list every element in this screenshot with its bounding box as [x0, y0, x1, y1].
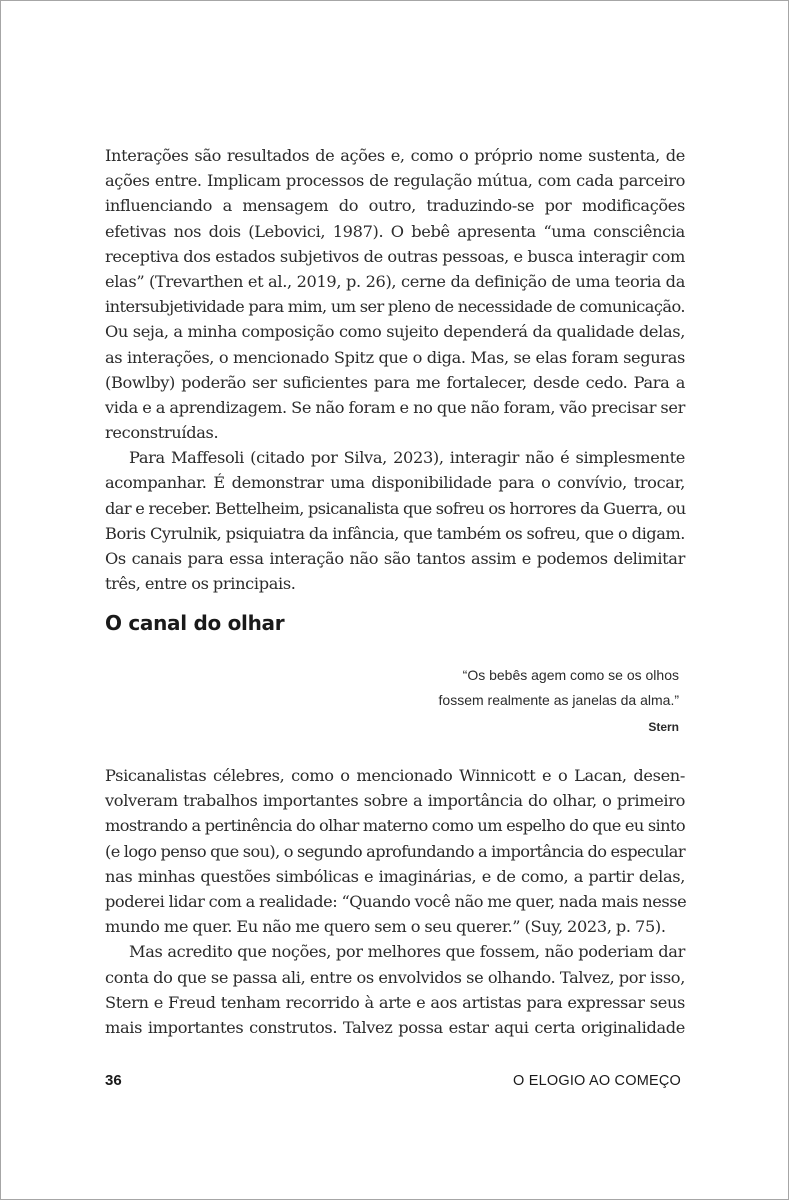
paragraph: [105, 939, 685, 1040]
text-line: Interações são resultados de ações e, como o próprio nome sustenta, de: [105, 146, 685, 165]
text-line: vida e a aprendizagem. Se não foram e no que não foram, vão precisar ser: [105, 397, 685, 417]
text-line: dar e receber. Bettelheim, psicanalista que sofreu os horrores da Guerra, ou: [105, 498, 686, 518]
text-line: intersubjetividade para mim, um ser pleno de necessidade de comunicação.: [105, 297, 685, 317]
text-line: três, entre os principais.: [105, 574, 296, 594]
epigraph-line: “Os bebês agem como se os olhos: [462, 667, 679, 683]
epigraph: [439, 663, 679, 735]
epigraph-line: fossem realmente as janelas da alma.”: [438, 692, 679, 708]
text-line: influenciando a mensagem do outro, traduzindo-se por modificações: [105, 196, 685, 216]
text-block-bottom: [105, 763, 685, 1040]
text-line: Ou seja, a minha composição como sujeito dependerá da qualidade delas,: [105, 322, 685, 342]
epigraph-author: Stern: [648, 720, 679, 734]
text-line: Os canais para essa interação não são tantos assim e podemos delimitar: [105, 549, 685, 568]
text-line: mundo me quer. Eu não me quero sem o seu querer.” (Suy, 2023, p. 75).: [105, 917, 666, 937]
text-block-top: [105, 143, 685, 596]
section-heading: O canal do olhar: [105, 611, 285, 635]
paragraph: [105, 445, 685, 596]
paragraph: [105, 763, 685, 939]
text-line: Para Maffesoli (citado por Silva, 2023), interagir não é simplesmente: [129, 448, 685, 468]
running-title: O ELOGIO AO COMEÇO: [513, 1073, 681, 1089]
text-line: mostrando a pertinência do olhar materno como um espelho do que eu sinto: [105, 816, 685, 836]
paragraph: [105, 143, 685, 445]
text-line: Boris Cyrulnik, psiquiatra da infância, que também os sofreu, que o digam.: [105, 523, 685, 543]
text-line: reconstruídas.: [105, 423, 219, 443]
text-line: Mas acredito que noções, por melhores que fossem, não poderiam dar: [129, 942, 685, 962]
text-line: (Bowlby) poderão ser suficientes para me fortalecer, desde cedo. Para a: [105, 372, 685, 392]
text-line: Psicanalistas célebres, como o mencionado Winnicott e o Lacan, desen-: [105, 766, 685, 785]
page-footer: [105, 1072, 681, 1089]
text-line: conta do que se passa ali, entre os envolvidos se olhando. Talvez, por isso,: [105, 967, 685, 987]
text-line: volveram trabalhos importantes sobre a importância do olhar, o primeiro: [105, 791, 685, 811]
text-line: elas” (Trevarthen et al., 2019, p. 26), cerne da definição de uma teoria da: [105, 271, 685, 291]
text-line: Stern e Freud tenham recorrido à arte e aos artistas para expressar seus: [105, 992, 685, 1012]
text-line: poderei lidar com a realidade: “Quando você não me quer, nada mais nesse: [105, 891, 687, 911]
text-line: receptiva dos estados subjetivos de outras pessoas, e busca interagir com: [105, 246, 685, 266]
text-line: (e logo penso que sou), o segundo aprofundando a importância do especular: [105, 841, 685, 861]
text-line: acompanhar. É demonstrar uma disponibilidade para o convívio, trocar,: [105, 473, 685, 493]
text-line: mais importantes construtos. Talvez possa estar aqui certa originalidade: [105, 1017, 685, 1037]
page-number: 36: [105, 1072, 122, 1089]
text-line: efetivas nos dois (Lebovici, 1987). O bebê apresenta “uma consciência: [105, 221, 685, 241]
text-line: ações entre. Implicam processos de regulação mútua, com cada parceiro: [105, 171, 685, 191]
text-line: as interações, o mencionado Spitz que o diga. Mas, se elas foram seguras: [105, 347, 685, 367]
text-line: nas minhas questões simbólicas e imaginárias, e de como, a partir delas,: [105, 866, 685, 886]
